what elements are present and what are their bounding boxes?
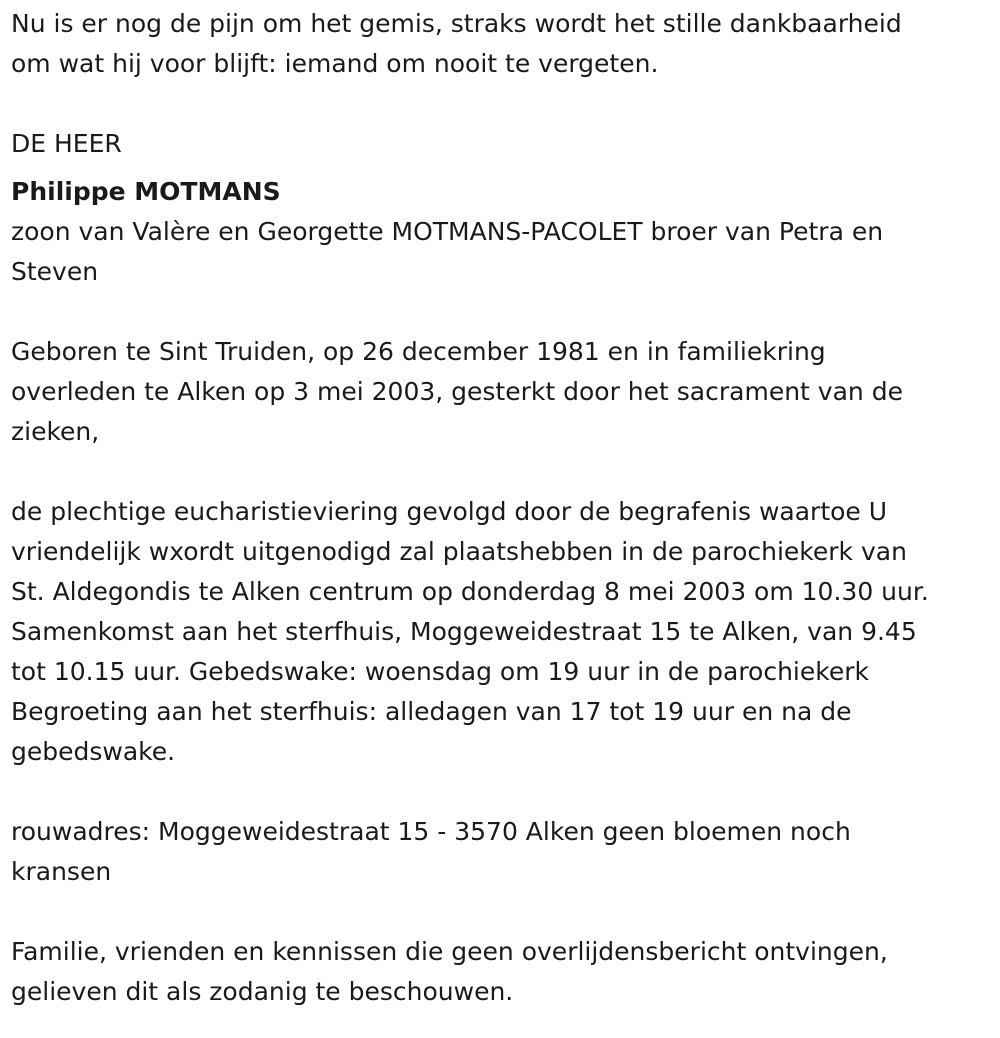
ceremony-line: Samenkomst aan het sterfhuis, Moggeweidestraat 15 te Alken, van 9.45 — [11, 617, 917, 646]
obituary-document — [11, 4, 993, 1012]
birth-death-line: overleden te Alken op 3 mei 2003, gesterkt door het sacrament van de — [11, 377, 903, 406]
birth-death-paragraph — [11, 332, 993, 452]
ceremony-line: St. Aldegondis te Alken centrum op donderdag 8 mei 2003 om 10.30 uur. — [11, 577, 929, 606]
family-line: zoon van Valère en Georgette MOTMANS-PACOLET broer van Petra en — [11, 217, 884, 246]
opening-quote — [11, 4, 993, 84]
mourning-address — [11, 812, 993, 892]
birth-death-line: zieken, — [11, 417, 100, 446]
ceremony-line: vriendelijk wxordt uitgenodigd zal plaatshebben in de parochiekerk van — [11, 537, 907, 566]
deceased-name: Philippe MOTMANS — [11, 177, 281, 206]
address-line: kransen — [11, 857, 112, 886]
family-relations — [11, 212, 993, 292]
closing-note — [11, 932, 993, 1012]
ceremony-line: de plechtige eucharistieviering gevolgd door de begrafenis waartoe U — [11, 497, 888, 526]
family-line: Steven — [11, 257, 99, 286]
ceremony-line: tot 10.15 uur. Gebedswake: woensdag om 19 uur in de parochiekerk — [11, 657, 869, 686]
ceremony-line: Begroeting aan het sterfhuis: alledagen van 17 tot 19 uur en na de — [11, 697, 852, 726]
address-line: rouwadres: Moggeweidestraat 15 - 3570 Alken geen bloemen noch — [11, 817, 851, 846]
closing-line: gelieven dit als zodanig te beschouwen. — [11, 977, 514, 1006]
ceremony-line: gebedswake. — [11, 737, 176, 766]
ceremony-paragraph — [11, 492, 993, 772]
closing-line: Familie, vrienden en kennissen die geen overlijdensbericht ontvingen, — [11, 937, 888, 966]
deceased-title — [11, 124, 993, 212]
quote-line: om wat hij voor blijft: iemand om nooit te vergeten. — [11, 49, 659, 78]
birth-death-line: Geboren te Sint Truiden, op 26 december 1981 en in familiekring — [11, 337, 826, 366]
quote-line: Nu is er nog de pijn om het gemis, straks wordt het stille dankbaarheid — [11, 9, 902, 38]
honorific: DE HEER — [11, 129, 122, 158]
